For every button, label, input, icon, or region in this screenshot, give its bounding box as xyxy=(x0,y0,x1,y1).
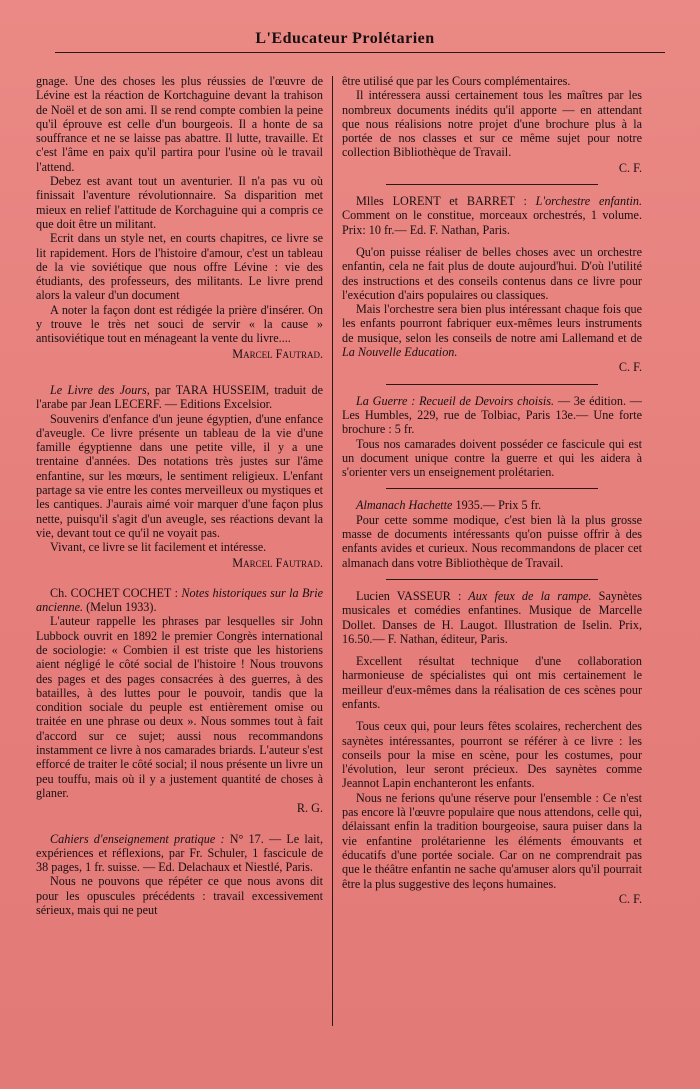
book-title: Almanach Hachette xyxy=(356,498,453,513)
review-signature: R. G. xyxy=(296,801,323,816)
review-paragraph: être utilisé que par les Cours complémentaires. xyxy=(342,74,571,88)
book-author: Lucien VASSEUR : xyxy=(356,588,462,603)
review-paragraph: A noter la façon dont est rédigée la prière d'insérer. On y trouve le très net souci de servir « la cause » antisoviétique tout en ménageant la vente du livre.... xyxy=(36,302,323,346)
review-signature: C. F. xyxy=(618,160,642,175)
review-signature: Marcel Fautrad. xyxy=(232,346,323,361)
book-details: par TARA HUSSEIM, traduit de l'arabe par Jean LECERF. — Editions Excelsior. xyxy=(36,382,323,412)
book-title: La Guerre : Recueil de Devoirs choisis. xyxy=(356,393,555,408)
page-header xyxy=(0,0,700,60)
section-rule xyxy=(386,579,598,580)
book-details: Comment on le constitue, morceaux orchestrés, 1 volume. Prix: 10 fr.— Ed. F. Nathan, Paris. xyxy=(342,208,642,237)
section-rule xyxy=(386,384,598,385)
review-paragraph: Mais l'orchestre sera bien plus intéressant chaque fois que les enfants pourront fabriquer eux-mêmes leurs instruments de musique, selon les conseils de notre ami Lallemand et de La Nouvelle Education. xyxy=(342,302,642,360)
header-rule xyxy=(55,52,665,53)
review-paragraph: Nous ne pouvons que répéter ce que nous avons dit pour les opuscules précédents : travail excessivement sérieux, mais qui ne peut xyxy=(36,874,323,918)
book-details: — 3e édition. — Les Humbles, 229, rue de Tolbiac, Paris 13e.— Une forte brochure : 5 fr. xyxy=(342,393,642,437)
journal-title: L'Educateur Prolétarien xyxy=(255,30,435,47)
review-paragraph: gnage. Une des choses les plus réussies de l'œuvre de Lévine est la réaction de Kortchaguine devant la trahison de Noël et de son ami. Il se rend compte combien la peine qu'il éprouve est celle d'un bourgeois. Il a honte de sa souffrance et ne se laisse pas abattre. Il lutte, travaille. Et c'est l'âme en paix qu'il partira pour l'usine où le travail l'attend. xyxy=(36,74,323,174)
review-paragraph: Nous ne ferions qu'une réserve pour l'ensemble : Ce n'est pas encore là l'œuvre populaire que nous attendons, celle qui, délaissant enfin la tradition bourgeoise, saura puiser dans la vie enfantine prolétarienne les éléments émouvants et éducatifs d'une portée sociale. Car on ne comprendrait pas que le théâtre enfantin ne sache qu'amuser alors qu'il pourrait être la plus suggestive des leçons humaines. xyxy=(342,790,642,891)
book-title: Aux feux de la rampe. xyxy=(461,588,592,603)
review-signature: C. F. xyxy=(618,360,642,375)
review-paragraph: Ecrit dans un style net, en courts chapitres, ce livre se lit rapidement. Hors de l'histoire d'amour, c'est un tableau de la vie soviétique que nous offre Lévine : vie des étudiants, des professeurs, des militants. Le livre prend alors la valeur d'un document xyxy=(36,231,323,303)
review-heading xyxy=(342,194,642,237)
review-paragraph: Qu'on puisse réaliser de belles choses avec un orchestre enfantin, cela ne fait plus de doute aujourd'hui. D'où l'utilité des instructions et des conseils contenus dans ce livre pour l'exécution d'airs populaires ou classiques. xyxy=(342,244,642,302)
left-column xyxy=(36,74,323,917)
section-rule xyxy=(386,488,598,489)
review-signature: C. F. xyxy=(618,891,642,906)
book-author: Mlles LORENT et BARRET : xyxy=(356,194,527,209)
review-heading xyxy=(342,589,642,646)
review-paragraph: Excellent résultat technique d'une collaboration harmonieuse de spécialistes qui ont mis certainement le meilleur d'eux-mêmes dans la réalisation de ces scènes pour enfants. xyxy=(342,654,642,711)
review-heading xyxy=(36,586,323,615)
review-paragraph: Il intéressera aussi certainement tous les maîtres par les nombreux documents inédits qu'il apporte — en attendant que nous réalisions notre projet d'une brochure plus à la portée de nos classes et sur ce même sujet pour notre collection Bibliothèque de Travail. xyxy=(342,88,642,160)
review-heading xyxy=(36,383,323,412)
review-signature: Marcel Fautrad. xyxy=(232,555,323,570)
section-rule xyxy=(386,184,598,185)
book-details: 1935.— Prix 5 fr. xyxy=(452,498,542,513)
book-title: Notes historiques sur la Brie ancienne. xyxy=(36,585,323,615)
book-details: Saynètes musicales et comédies enfantines. Musique de Marcelle Dollet. Danses de H. Laugot. Illustration de Iselin. Prix, 16.50.— F. Nathan, éditeur, Paris. xyxy=(342,588,642,646)
review-paragraph: Souvenirs d'enfance d'un jeune égyptien, d'une enfance d'aveugle. Ce livre présente un tableau de la vie d'une famille égyptienne dans une petite ville, il y a une trentaine d'années. Des notations très justes sur l'âme enfantine, sur les mœurs, le sentiment religieux. L'enfant partage sa vie entre les contes merveilleux ou mystiques et les cantiques. J'aurais aimé voir marquer d'une façon plus nette, puisqu'il s'agit d'un aveugle, ses réactions devant la vie, devant tout ce qu'il ne voyait pas. xyxy=(36,411,323,540)
review-paragraph: Pour cette somme modique, c'est bien là la plus grosse masse de documents intéressants qu'on puisse offrir à des enfants avides et curieux. Nous recommandons de placer cet almanach dans votre Bibliothèque de Travail. xyxy=(342,512,642,570)
review-paragraph: Tous ceux qui, pour leurs fêtes scolaires, recherchent des saynètes intéressantes, pourront se référer à ce livre : les conseils pour la mise en scène, pour les costumes, pour l'évolution, leur seront précieux. Des saynètes comme Jeannot Lapin enchanteront les enfants. xyxy=(342,719,642,791)
book-details: N° 17. — Le lait, expériences et réflexions, par Fr. Schuler, 1 fascicule de 38 pages, 1 fr. suisse. — Ed. Delachaux et Niestlé, Paris. xyxy=(36,831,323,875)
review-paragraph: L'auteur rappelle les phrases par lesquelles sir John Lubbock ouvrit en 1892 le premier Congrès international de sociologie: « Combien il est triste que les historiens aient négligé le côté social de l'histoire ! Nous trouvons des pages et des pages consacrées à des guerres, à des batailles, à des luttes pour le pouvoir, tandis que la condition sociale du peuple est entièrement omise ou traitée en une phrase ou deux ». Nous sommes tout à fait d'accord sur ce sujet; aussi nous recommandons instamment ce livre à nos camarades briards. L'auteur s'est efforcé de traiter le côté social; il nous présente un livre un peu touffu, mais où il y a justement quantité de choses à glaner. xyxy=(36,614,323,800)
review-paragraph: Tous nos camarades doivent posséder ce fascicule qui est un document unique contre la guerre et qui les aidera à s'orienter vers un enseignement prolétarien. xyxy=(342,436,642,480)
review-heading xyxy=(342,394,642,437)
review-heading xyxy=(36,832,323,875)
review-paragraph: Debez est avant tout un aventurier. Il n'a pas vu où finissait l'aventure révolutionnaire. Sa disparition met mieux en relief l'attitude de Korchaguine qui a compris ce que doit être un militant. xyxy=(36,174,323,231)
book-details: (Melun 1933). xyxy=(83,600,157,615)
book-title: L'orchestre enfantin. xyxy=(526,194,642,209)
right-column xyxy=(342,74,642,906)
column-divider xyxy=(332,76,333,1026)
book-title: Cahiers d'enseignement pratique : xyxy=(50,831,225,846)
review-heading xyxy=(342,498,642,512)
book-title: Le Livre des Jours, xyxy=(50,382,150,397)
review-paragraph: Vivant, ce livre se lit facilement et intéresse. xyxy=(50,540,267,555)
book-author: Ch. COCHET COCHET : xyxy=(50,585,178,600)
